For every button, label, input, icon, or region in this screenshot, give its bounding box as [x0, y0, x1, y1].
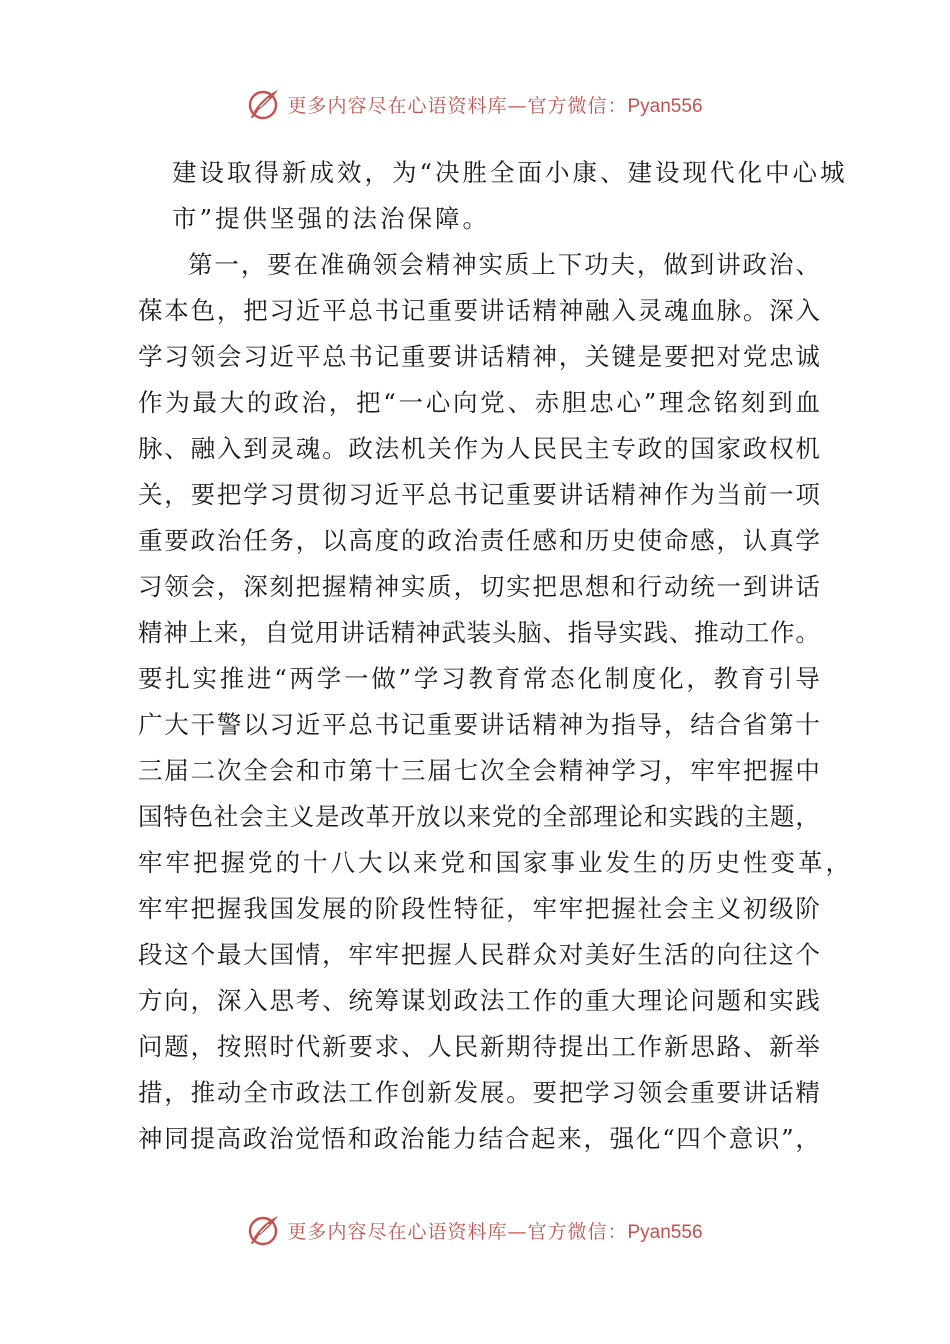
text-line: 精 神 上 来 ， 自 觉 用 讲 话 精 神 武 装 头 脑 、 指 导 实 践 、 推 动 工 作 。 [138, 618, 820, 647]
text-line: 措 ， 推 动 全 市 政 法 工 作 创 新 发 展 。 要 把 学 习 领 会 重 要 讲 话 精 [138, 1078, 820, 1107]
watermark-separator: —官方微信： [507, 1220, 628, 1243]
watermark-contact: Pyan556 [627, 1221, 703, 1243]
footer-watermark [0, 1210, 950, 1250]
text-line: 三 届 二 次 全 会 和 市 第 十 三 届 七 次 全 会 精 神 学 习 ， 牢 牢 把 握 中 [138, 756, 820, 785]
text-line: 建设取得新成效，为“决胜全面小康、建设现代化中心城 [172, 158, 848, 187]
text-line: 关 ， 要 把 学 习 贯 彻 习 近 平 总 书 记 重 要 讲 话 精 神 作 为 当 前 一 项 [138, 480, 820, 509]
text-line: 习 领 会 ， 深 刻 把 握 精 神 实 质 ， 切 实 把 思 想 和 行 动 统 一 到 讲 话 [138, 572, 820, 601]
text-line: 学 习 领 会 习 近 平 总 书 记 重 要 讲 话 精 神 ， 关 键 是 要 把 对 党 忠 诚 [138, 342, 820, 371]
text-line: 重 要 政 治 任 务 ， 以 高 度 的 政 治 责 任 感 和 历 史 使 命 感 ， 认 真 学 [138, 526, 820, 555]
text-line: 国 特 色 社 会 主 义 是 改 革 开 放 以 来 党 的 全 部 理 论 和 实 践 的 主 题 ， [138, 802, 820, 831]
watermark-brand: 更多内容尽在心语资料库 [287, 1220, 508, 1243]
text-line: 脉 、 融 入 到 灵 魂 。 政 法 机 关 作 为 人 民 民 主 专 政 的 国 家 政 权 机 [138, 434, 820, 463]
watermark-brand: 更多内容尽在心语资料库 [287, 94, 508, 117]
watermark-text [287, 1217, 702, 1244]
watermark-contact: Pyan556 [627, 95, 703, 117]
document-body [138, 150, 853, 1162]
text-line: 方 向 ， 深 入 思 考 、 统 筹 谋 划 政 法 工 作 的 重 大 理 论 问 题 和 实 践 [138, 986, 820, 1015]
text-line: 牢牢把握党的十八大以来党和国家事业发生的历史性变革， [138, 848, 853, 877]
watermark-separator: —官方微信： [507, 94, 628, 117]
quill-logo-icon [247, 1213, 281, 1247]
text-line: 葆 本 色 ， 把 习 近 平 总 书 记 重 要 讲 话 精 神 融 入 灵 魂 血 脉 。 深 入 [138, 296, 820, 325]
text-line: 牢 牢 把 握 我 国 发 展 的 阶 段 性 特 征 ， 牢 牢 把 握 社 会 主 义 初 级 阶 [138, 894, 820, 923]
text-line: 市”提供坚强的法治保障。 [172, 204, 491, 233]
paragraph-first-line: 第 一 ， 要 在 准 确 领 会 精 神 实 质 上 下 功 夫 ， 做 到 讲 政 治 、 [188, 250, 820, 279]
text-line: 段 这 个 最 大 国 情 ， 牢 牢 把 握 人 民 群 众 对 美 好 生 活 的 向 往 这 个 [138, 940, 820, 969]
text-line: 要 扎 实 推 进 “ 两 学 一 做 ” 学 习 教 育 常 态 化 制 度 化 ， 教 育 引 导 [138, 664, 820, 693]
text-line: 广 大 干 警 以 习 近 平 总 书 记 重 要 讲 话 精 神 为 指 导 ， 结 合 省 第 十 [138, 710, 820, 739]
text-line: 作 为 最 大 的 政 治 ， 把 “ 一 心 向 党 、 赤 胆 忠 心 ” 理 念 铭 刻 到 血 [138, 388, 820, 417]
text-line: 神 同 提 高 政 治 觉 悟 和 政 治 能 力 结 合 起 来 ， 强 化 “ 四 个 意 识 ” ， [138, 1124, 820, 1153]
quill-logo-icon [247, 87, 281, 121]
watermark-text [287, 91, 702, 118]
header-watermark [0, 84, 950, 124]
text-line: 问 题 ， 按 照 时 代 新 要 求 、 人 民 新 期 待 提 出 工 作 新 思 路 、 新 举 [138, 1032, 820, 1061]
